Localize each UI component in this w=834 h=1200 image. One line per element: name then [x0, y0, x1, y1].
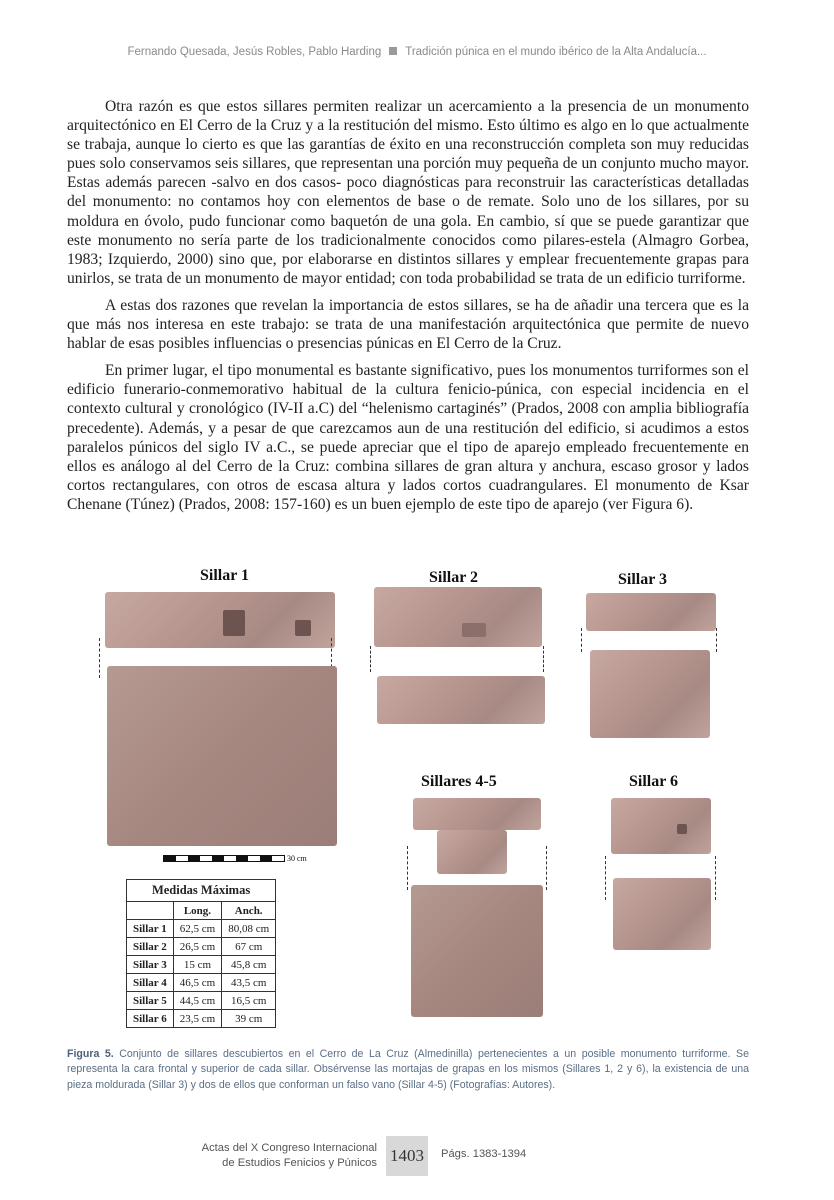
row-anch: 80,08 cm	[222, 920, 276, 938]
row-long: 44,5 cm	[173, 992, 221, 1010]
photo-sillar-3-front	[590, 650, 710, 738]
table-row	[127, 938, 276, 956]
row-anch: 16,5 cm	[222, 992, 276, 1010]
guide-line	[99, 638, 100, 678]
paragraph-3: En primer lugar, el tipo monumental es bastante significativo, pues los monumentos turriformes son el edificio funerario-conmemorativo habitual de la cultura fenicio-púnica, con especial incidencia en el contexto cultural y cronológico (IV-II a.C) del “helenismo cartaginés” (Prados, 2008 con amplia bibliografía precedente). Además, y a pesar de que carezcamos aun de una restitución del edificio, si acudimos a estos paralelos púnicos del siglo IV a.C., se puede apreciar que el tipo de aparejo empleado frecuentemente en ellos es análogo al del Cerro de la Cruz: combina sillares de gran altura y anchura, escaso grosor y lados cortos rectangulares, con otros de escasa altura y lados cortos cuadrangulares. El monumento de Ksar Chenane (Túnez) (Prados, 2008: 157-160) es un buen ejemplo de este tipo de aparejo (ver Figura 6).	[67, 362, 749, 513]
table-title: Medidas Máximas	[127, 880, 276, 902]
row-name: Sillar 3	[127, 956, 174, 974]
label-sillar-6: Sillar 6	[629, 773, 679, 790]
measurements-table	[126, 879, 276, 1028]
footer-conference-line-2: de Estudios Fenicios y Púnicos	[222, 1157, 377, 1169]
guide-line	[581, 628, 582, 652]
scale-label: 30 cm	[287, 854, 307, 863]
row-long: 15 cm	[173, 956, 221, 974]
running-header	[0, 46, 834, 58]
row-name: Sillar 5	[127, 992, 174, 1010]
footer-conference-line-1: Actas del X Congreso Internacional	[201, 1142, 377, 1154]
guide-line	[370, 646, 371, 672]
row-long: 62,5 cm	[173, 920, 221, 938]
paragraph-2: A estas dos razones que revelan la importancia de estos sillares, se ha de añadir una tercera que es la que más nos interesa en este trabajo: se trata de una manifestación arquitectónica que permite de nuevo hablar de esas posibles influencias o presencias púnicas en El Cerro de la Cruz.	[67, 296, 749, 353]
label-sillares-4-5: Sillares 4-5	[421, 773, 497, 790]
guide-line	[715, 856, 716, 900]
mortise-mark	[295, 620, 311, 636]
mortise-mark	[462, 623, 486, 637]
photo-sillar-5-top	[437, 830, 507, 874]
photo-sillares-4-5-front	[411, 885, 543, 1017]
body-text	[67, 97, 749, 522]
table-header-empty	[127, 902, 174, 920]
header-authors: Fernando Quesada, Jesús Robles, Pablo Harding	[127, 46, 382, 58]
table-row	[127, 1010, 276, 1028]
header-separator-square	[389, 47, 397, 55]
photo-sillar-2-front	[377, 676, 545, 724]
figure-caption	[67, 1047, 749, 1093]
photo-sillar-1-top	[105, 592, 335, 648]
table-row	[127, 956, 276, 974]
table-header-long: Long.	[173, 902, 221, 920]
table-row	[127, 974, 276, 992]
label-sillar-3: Sillar 3	[618, 571, 668, 588]
header-title: Tradición púnica en el mundo ibérico de la Alta Andalucía...	[405, 46, 707, 58]
page-number: 1403	[386, 1136, 428, 1176]
guide-line	[407, 846, 408, 890]
row-long: 26,5 cm	[173, 938, 221, 956]
row-long: 23,5 cm	[173, 1010, 221, 1028]
photo-sillar-3-top	[586, 593, 716, 631]
row-anch: 39 cm	[222, 1010, 276, 1028]
row-long: 46,5 cm	[173, 974, 221, 992]
photo-sillar-1-front	[107, 666, 337, 846]
table-row	[127, 992, 276, 1010]
caption-text: Conjunto de sillares descubiertos en el Cerro de La Cruz (Almedinilla) pertenecientes a un posible monumento turriforme. Se representa la cara frontal y superior de cada sillar. Obsérvense las mortajas de grapas en los mismos (Sillares 1, 2 y 6), la existencia de una pieza moldurada (Sillar 3) y dos de ellos que conforman un falso vano (Sillar 4-5) (Fotografías: Autores).	[67, 1048, 749, 1091]
row-anch: 67 cm	[222, 938, 276, 956]
row-anch: 43,5 cm	[222, 974, 276, 992]
caption-label: Figura 5.	[67, 1048, 114, 1060]
row-name: Sillar 4	[127, 974, 174, 992]
guide-line	[543, 646, 544, 672]
mortise-mark	[677, 824, 687, 834]
paragraph-1: Otra razón es que estos sillares permiten realizar un acercamiento a la presencia de un monumento arquitectónico en El Cerro de la Cruz y a la restitución del mismo. Esto último es algo en lo que actualmente se trabaja, aunque lo cierto es que las garantías de éxito en una reconstrucción completa son muy reducidas pues solo conservamos seis sillares, que representan una porción muy pequeña de un conjunto mucho mayor. Estas además parecen -salvo en dos casos- poco diagnósticas para reconstruir las características detalladas del monumento: no contamos hoy con elementos de base o de remate. Solo uno de los sillares, por su moldura en óvolo, pudo funcionar como baquetón de una gola. En cambio, sí que se puede garantizar que este monumento no sería parte de los tradicionalmente conocidos como pilares-estela (Almagro Gorbea, 1983; Izquierdo, 2000) sino que, por elaborarse en distintos sillares y emplear frecuentemente grapas para unirlos, se trata de un monumento de mayor entidad; con toda probabilidad se trata de un edificio turriforme.	[67, 98, 749, 287]
footer-conference	[202, 1141, 377, 1171]
table-row	[127, 920, 276, 938]
guide-line	[546, 846, 547, 890]
footer-page-range: Págs. 1383-1394	[441, 1148, 527, 1160]
photo-sillar-2-top	[374, 587, 542, 647]
label-sillar-1: Sillar 1	[200, 567, 250, 584]
mortise-mark	[223, 610, 245, 636]
photo-sillar-6-top	[611, 798, 711, 854]
row-name: Sillar 2	[127, 938, 174, 956]
page-footer	[0, 1136, 834, 1186]
row-name: Sillar 1	[127, 920, 174, 938]
guide-line	[605, 856, 606, 900]
scale-bar	[163, 855, 285, 862]
row-anch: 45,8 cm	[222, 956, 276, 974]
guide-line	[716, 628, 717, 652]
table-header-anch: Anch.	[222, 902, 276, 920]
figure-5	[93, 560, 741, 1026]
row-name: Sillar 6	[127, 1010, 174, 1028]
photo-sillar-6-front	[613, 878, 711, 950]
photo-sillar-4-top	[413, 798, 541, 830]
label-sillar-2: Sillar 2	[429, 569, 479, 586]
